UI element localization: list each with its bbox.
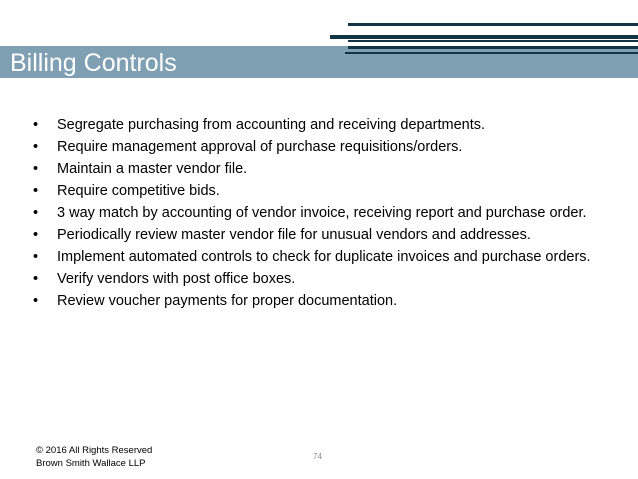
bullet-text: Periodically review master vendor file for unusual vendors and addresses. (57, 227, 531, 243)
bullet-symbol: • (33, 227, 39, 243)
bullet-text: Verify vendors with post office boxes. (57, 271, 296, 287)
list-item (33, 248, 603, 266)
list-item (33, 160, 603, 178)
list-item (33, 204, 603, 222)
list-item (33, 182, 603, 200)
bullet-symbol: • (33, 161, 39, 177)
page-number: 74 (313, 452, 322, 461)
list-item (33, 138, 603, 156)
decor-stripe-1 (348, 23, 638, 26)
bullet-symbol: • (33, 249, 39, 265)
bullet-text: Segregate purchasing from accounting and receiving departments. (57, 117, 486, 133)
bullet-symbol: • (33, 117, 39, 133)
list-item (33, 292, 603, 310)
bullet-symbol: • (33, 271, 39, 287)
bullet-symbol: • (33, 183, 39, 199)
bullet-text: Implement automated controls to check for duplicate invoices and purchase orders. (57, 249, 591, 265)
decor-stripe-5 (345, 52, 638, 54)
firm-name: Brown Smith Wallace LLP (36, 458, 146, 469)
bullet-text: 3 way match by accounting of vendor invoice, receiving report and purchase order. (57, 205, 587, 221)
bullet-text: Maintain a master vendor file. (57, 161, 248, 177)
bullet-symbol: • (33, 205, 39, 221)
bullet-text: Require management approval of purchase requisitions/orders. (57, 139, 463, 155)
copyright-text: © 2016 All Rights Reserved (36, 445, 153, 456)
bullet-symbol: • (33, 293, 39, 309)
bullet-list (33, 116, 603, 314)
decor-stripe-4 (348, 46, 638, 49)
decor-stripe-2 (330, 35, 638, 39)
slide-title: Billing Controls (10, 49, 177, 77)
bullet-text: Review voucher payments for proper documentation. (57, 293, 398, 309)
bullet-text: Require competitive bids. (57, 183, 220, 199)
list-item (33, 270, 603, 288)
decor-stripe-3 (348, 40, 638, 42)
bullet-symbol: • (33, 139, 39, 155)
footer (36, 444, 152, 470)
list-item (33, 226, 603, 244)
list-item (33, 116, 603, 134)
